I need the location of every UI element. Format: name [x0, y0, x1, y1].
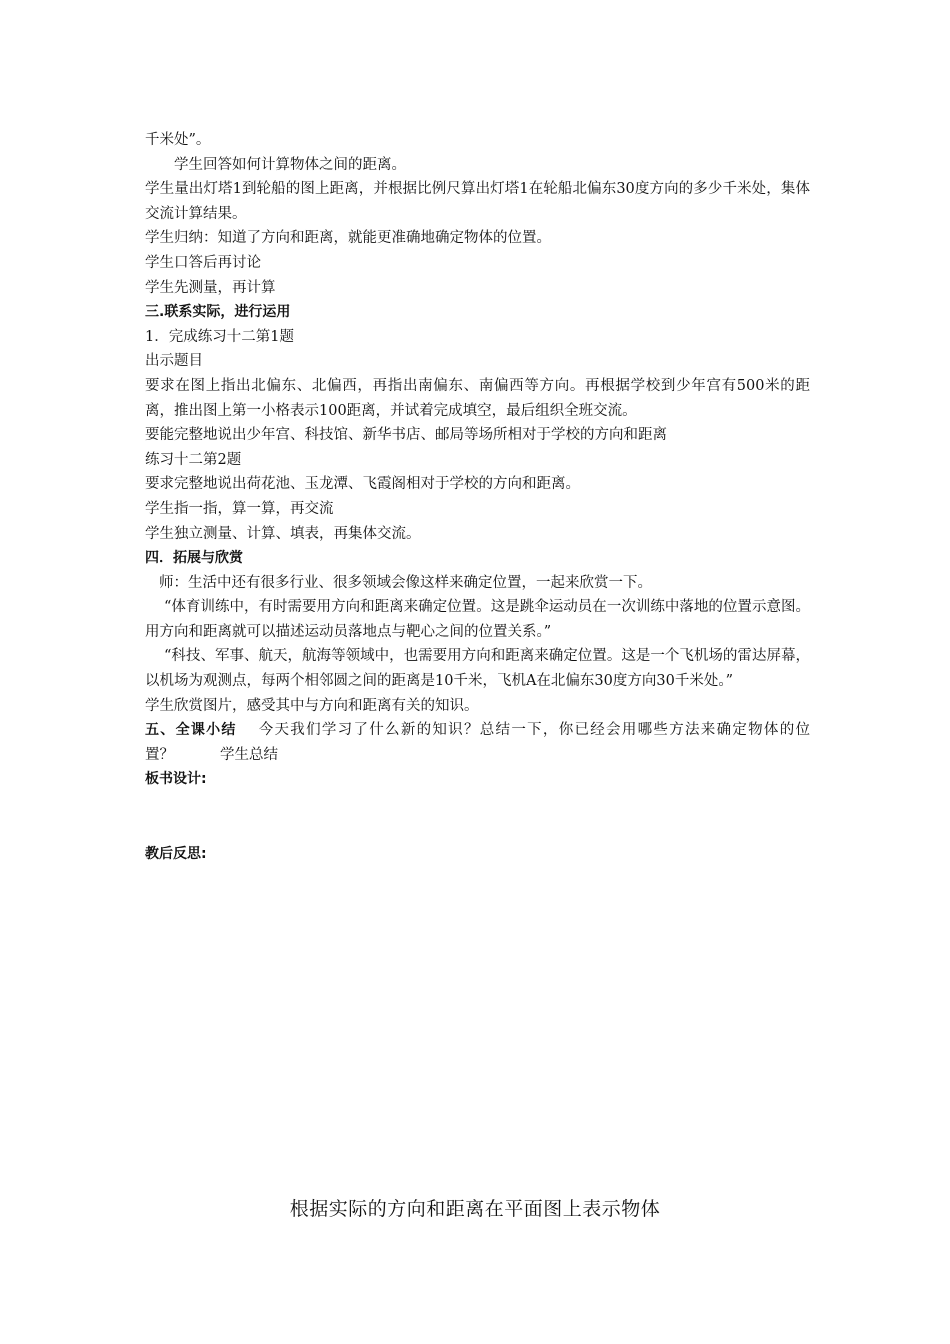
text-line: 学生口答后再讨论: [145, 254, 261, 271]
text-line: 练习十二第2题: [145, 451, 242, 468]
board-design-area: [145, 792, 810, 842]
text-line: 学生指一指，算一算，再交流: [145, 500, 334, 517]
summary-text: 今天我们学习了什么新的知识？总结一下，你已经会用哪些方法来确定物体的位置？: [145, 722, 811, 763]
text-line: 1．完成练习十二第1题: [145, 328, 294, 345]
board-design-heading: 板书设计:: [145, 771, 207, 788]
text-line: 千米处”。: [145, 132, 211, 148]
text-line: 学生欣赏图片，感受其中与方向和距离有关的知识。: [145, 697, 479, 714]
text-line: 出示题目: [145, 353, 203, 370]
text-line: 师：生活中还有很多行业、很多领域会像这样来确定位置，一起来欣赏一下。: [159, 574, 652, 591]
text-paragraph: “体育训练中，有时需要用方向和距离来确定位置。这是跳伞运动员在一次训练中落地的位置示意图。用方向和距离就可以描述运动员落地点与靶心之间的位置关系。”: [145, 599, 810, 640]
document-body: [145, 128, 810, 867]
text-line: 学生独立测量、计算、填表，再集体交流。: [145, 525, 421, 542]
text-paragraph: 要求在图上指出北偏东、北偏西，再指出南偏东、南偏西等方向。再根据学校到少年宫有500米的距离，推出图上第一小格表示100距离，并试着完成填空，最后组织全班交流。: [145, 377, 810, 419]
section-heading-4: 四．拓展与欣赏: [145, 550, 243, 567]
section-heading-5: 五、全课小结: [145, 722, 237, 739]
text-paragraph: “科技、军事、航天，航海等领域中，也需要用方向和距离来确定位置。这是一个飞机场的雷达屏幕，以机场为观测点，每两个相邻圆之间的距离是10千米，飞机A在北偏东30度方向30千米处。”: [145, 648, 810, 690]
summary-paragraph: [145, 718, 810, 767]
section-heading-3: 三.联系实际，进行运用: [145, 304, 291, 321]
text-line: 学生回答如何计算物体之间的距离。: [174, 156, 406, 173]
text-line: 学生先测量，再计算: [145, 279, 276, 296]
text-line: 要能完整地说出少年宫、科技馆、新华书店、邮局等场所相对于学校的方向和距离: [145, 427, 667, 444]
text-paragraph: 学生量出灯塔1到轮船的图上距离，并根据比例尺算出灯塔1在轮船北偏东30度方向的多少千米处，集体交流计算结果。: [145, 181, 810, 222]
text-line: 学生归纳：知道了方向和距离，就能更准确地确定物体的位置。: [145, 230, 551, 247]
footer-title: 根据实际的方向和距离在平面图上表示物体: [289, 1198, 661, 1220]
text-line: 要求完整地说出荷花池、玉龙潭、飞霞阁相对于学校的方向和距离。: [145, 476, 580, 493]
reflection-heading: 教后反思:: [145, 846, 207, 863]
summary-tail: 学生总结: [220, 746, 278, 763]
